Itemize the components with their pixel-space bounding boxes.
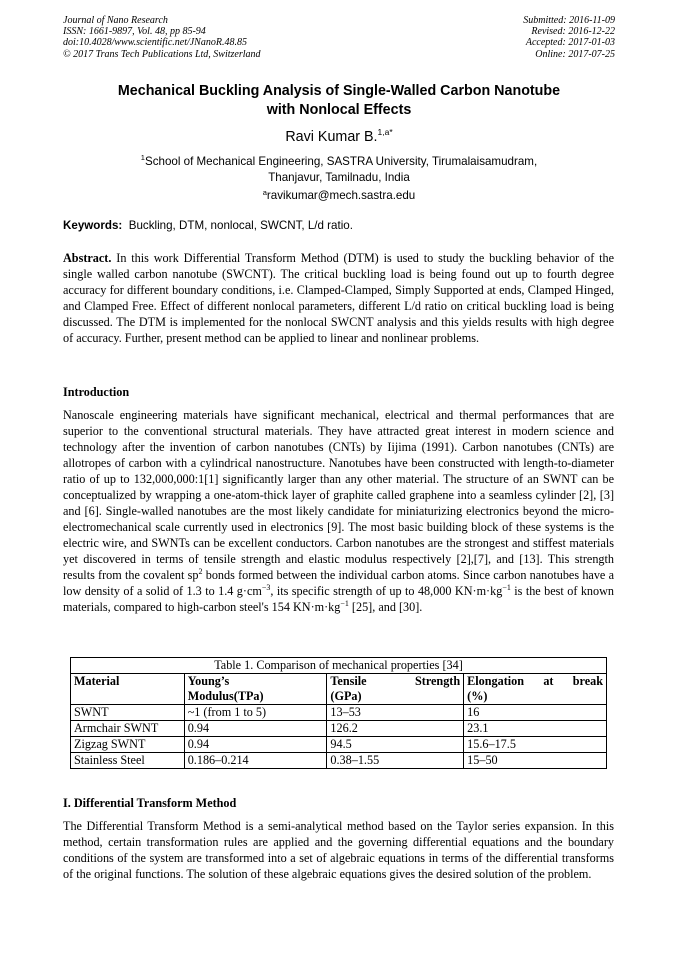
journal-info (63, 15, 261, 60)
table-cell: Stainless Steel (71, 753, 185, 769)
header-elongation-word-2: at (543, 674, 554, 688)
introduction-paragraph (63, 407, 614, 615)
header-tensile-word-2: Strength (415, 674, 461, 688)
title-line-1: Mechanical Buckling Analysis of Single-Walled Carbon Nanotube (117, 83, 561, 99)
table-cell: 23.1 (464, 721, 607, 737)
date-online: Online: 2017-07-25 (535, 48, 615, 60)
affiliation-line-1: School of Mechanical Engineering, SASTRA University, Tirumalaisamudram, (144, 155, 538, 168)
email-sup: a (262, 188, 267, 197)
table-row (71, 705, 607, 721)
intro-sup-2: −3 (261, 583, 271, 592)
table-cell: 0.186–0.214 (184, 753, 327, 769)
intro-text-1: Nanoscale engineering materials have significant mechanical, electrical and thermal performances that are superior to the conventional structural materials. They have attracted great interest in modern science and technology after the invention of carbon nanotubes (CNTs) by Iijima (1991). Carbon nanotubes (CNTs) are allotropes of carbon with a cylindrical nanostructure. Nanotubes have been constructed with length-to-diameter ratio of up to 132,000,000:1[1] significantly larger than any other material. The structure of an SWNT can be conceptualized by wrapping a one-atom-thick layer of graphite called graphene into a seamless cylinder [2], [3] and [6]. Single-walled nanotubes are the most likely candidate for miniaturizing electronics beyond the micro- electromechanical scale currently used in electronics [9]. The most basic building block of these systems is the electric wire, and SWNTs can be excellent conductors. Carbon nanotubes are the strongest and stiffest materials yet discovered in terms of tensile strength and elastic modulus respectively [2],[7], and [13]. This strength results from the covalent sp (63, 408, 614, 582)
keywords-label: Keywords: (63, 219, 123, 232)
intro-sup-3: −1 (502, 583, 511, 592)
header-elongation-line-2: (%) (467, 689, 488, 703)
keywords-text: Buckling, DTM, nonlocal, SWCNT, L/d ratio. (128, 219, 353, 232)
header-material (71, 674, 185, 705)
table-cell: 0.94 (184, 721, 327, 737)
table-cell: 15.6–17.5 (464, 737, 607, 753)
introduction-heading: Introduction (63, 385, 130, 399)
table-cell: 126.2 (327, 721, 464, 737)
journal-name: Journal of Nano Research (63, 15, 168, 26)
table-row (71, 721, 607, 737)
email-address: ravikumar@mech.sastra.edu (266, 189, 416, 202)
header-tensile-word-1: Tensile (330, 674, 367, 688)
abstract (63, 250, 614, 346)
date-accepted: Accepted: 2017-01-03 (525, 37, 615, 49)
table-cell: Zigzag SWNT (71, 737, 185, 753)
table-cell: 16 (464, 705, 607, 721)
table-header-row (71, 674, 607, 705)
intro-text-2: bonds formed between the individual carbon atoms. Since carbon nanotubes have a low density of a solid of 1.3 to 1.4 g·cm (63, 568, 614, 598)
intro-text-4: is the best of known materials, compared to high-carbon steel's 154 KN·m·kg (63, 584, 614, 614)
intro-sup-1: 2 (198, 567, 203, 576)
dtm-heading: I. Differential Transform Method (63, 796, 237, 810)
affiliation (63, 150, 615, 186)
table-cell: SWNT (71, 705, 185, 721)
table-row (71, 737, 607, 753)
table-row (71, 753, 607, 769)
intro-text-3: , its specific strength of up to 48,000 KN·m·kg (270, 584, 503, 598)
table-cell: 15–50 (464, 753, 607, 769)
header-tensile-line-2: (GPa) (330, 689, 362, 703)
journal-issn: ISSN: 1661-9897, Vol. 48, pp 85-94 (63, 26, 206, 38)
journal-copyright: © 2017 Trans Tech Publications Ltd, Switzerland (63, 48, 261, 60)
keywords (63, 219, 615, 233)
journal-doi: doi:10.4028/www.scientific.net/JNanoR.48.85 (63, 37, 247, 49)
intro-text-5: [25], and [30]. (348, 600, 423, 614)
header-elongation (464, 674, 607, 705)
date-submitted: Submitted: 2016-11-09 (523, 15, 615, 26)
paper-title (63, 82, 615, 120)
table-cell: Armchair SWNT (71, 721, 185, 737)
abstract-label: Abstract. (63, 251, 112, 265)
author-name: Ravi Kumar B. (285, 129, 378, 145)
affiliation-line-2: Thanjavur, Tamilnadu, India (268, 171, 410, 184)
table-cell: ~1 (from 1 to 5) (184, 705, 327, 721)
header-elongation-word-3: break (572, 674, 603, 688)
date-revised: Revised: 2016-12-22 (531, 26, 615, 38)
author (63, 123, 615, 146)
intro-sup-4: −1 (340, 599, 349, 608)
table-cell: 94.5 (327, 737, 464, 753)
header-tensile (327, 674, 464, 705)
table-cell: 0.38–1.55 (327, 753, 464, 769)
dtm-paragraph: The Differential Transform Method is a semi-analytical method based on the Taylor series expansion. In this method, certain transformation rules are applied and the governing differential equations and the boundary conditions of the system are transformed into a set of algebraic equations in terms of the differential transforms of the original functions. The solution of these algebraic equations gives the desired solution of the problem. (63, 819, 614, 881)
author-sup: 1,a* (377, 127, 393, 137)
header-modulus-line-2: Modulus(TPa) (187, 689, 264, 703)
submission-dates (523, 15, 615, 60)
table-caption: Table 1. Comparison of mechanical properties [34] (70, 657, 607, 673)
table-cell: 0.94 (184, 737, 327, 753)
title-line-2: with Nonlocal Effects (266, 102, 412, 118)
affiliation-sup: 1 (140, 153, 145, 162)
header-modulus-line-1: Young’s (187, 674, 230, 688)
properties-table (70, 657, 607, 769)
author-email (63, 186, 615, 203)
header-elongation-word-1: Elongation (467, 674, 525, 688)
header-material-text: Material (74, 674, 120, 688)
abstract-text: In this work Differential Transform Method (DTM) is used to study the buckling behavior of the single walled carbon nanotube (SWCNT). The critical buckling load is being found out up to fourth degree accuracy for different boundary conditions, i.e. Clamped-Clamped, Simply Supported at ends, Clamped Hinged, and Clamped Free. Effect of different nonlocal parameters, different L/d ratio on critical buckling load is being discussed. The DTM is implemented for the nonlocal SWCNT analysis and this yields results with high degree of accuracy. Further, present method can be applied to linear and nonlinear problems. (63, 251, 614, 345)
table-cell: 13–53 (327, 705, 464, 721)
header-modulus (184, 674, 327, 705)
